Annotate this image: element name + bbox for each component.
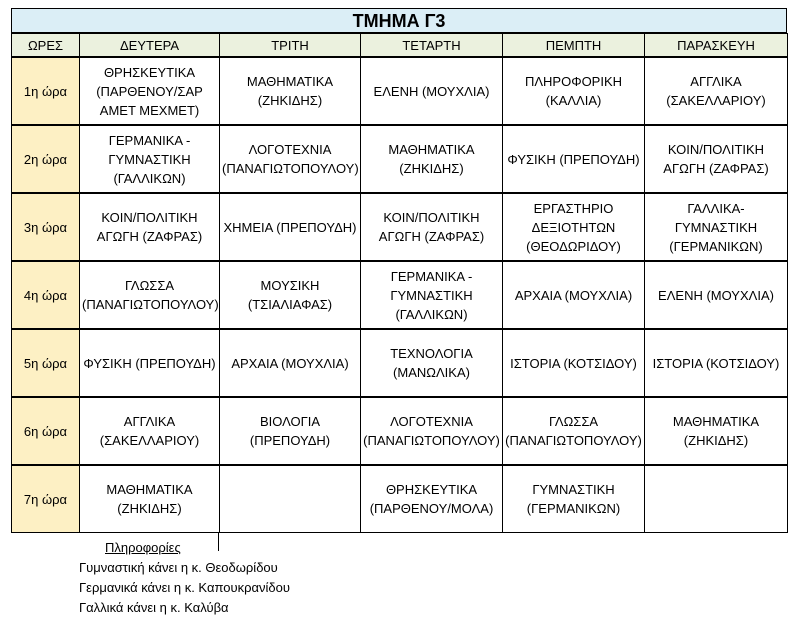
header-thursday: ΠΕΜΠΤΗ <box>503 34 645 58</box>
lesson-cell: ΑΡΧΑΙΑ (ΜΟΥΧΛΙΑ) <box>220 329 361 397</box>
lesson-cell: ΜΟΥΣΙΚΗ (ΤΣΙΑΛΙΑΦΑΣ) <box>220 261 361 329</box>
lesson-cell <box>220 465 361 533</box>
lesson-cell: ΑΓΓΛΙΚΑ (ΣΑΚΕΛΛΑΡΙΟΥ) <box>80 397 220 465</box>
lesson-cell: ΜΑΘΗΜΑΤΙΚΑ (ΖΗΚΙΔΗΣ) <box>220 57 361 125</box>
header-tuesday: ΤΡΙΤΗ <box>220 34 361 58</box>
header-friday: ΠΑΡΑΣΚΕΥΗ <box>645 34 788 58</box>
lesson-cell: ΚΟΙΝ/ΠΟΛΙΤΙΚΗ ΑΓΩΓΗ (ΖΑΦΡΑΣ) <box>80 193 220 261</box>
table-row <box>12 465 788 533</box>
lesson-cell: ΜΑΘΗΜΑΤΙΚΑ (ΖΗΚΙΔΗΣ) <box>361 125 503 193</box>
info-line: Γερμανικά κάνει η κ. Καπουκρανίδου <box>79 580 290 595</box>
lesson-cell: ΜΑΘΗΜΑΤΙΚΑ (ΖΗΚΙΔΗΣ) <box>80 465 220 533</box>
info-section <box>79 538 290 618</box>
lesson-cell: ΓΕΡΜΑΝΙΚΑ - ΓΥΜΝΑΣΤΙΚΗ (ΓΑΛΛΙΚΩΝ) <box>80 125 220 193</box>
hour-cell: 1η ώρα <box>12 57 80 125</box>
hour-cell: 5η ώρα <box>12 329 80 397</box>
lesson-cell: ΚΟΙΝ/ΠΟΛΙΤΙΚΗ ΑΓΩΓΗ (ΖΑΦΡΑΣ) <box>361 193 503 261</box>
header-hours: ΩΡΕΣ <box>12 34 80 58</box>
lesson-cell: ΦΥΣΙΚΗ (ΠΡΕΠΟΥΔΗ) <box>503 125 645 193</box>
header-wednesday: ΤΕΤΑΡΤΗ <box>361 34 503 58</box>
table-row <box>12 261 788 329</box>
hour-cell: 6η ώρα <box>12 397 80 465</box>
info-line: Γυμναστική κάνει η κ. Θεοδωρίδου <box>79 560 278 575</box>
hour-cell: 2η ώρα <box>12 125 80 193</box>
lesson-cell: ΤΕΧΝΟΛΟΓΙΑ (ΜΑΝΩΛΙΚΑ) <box>361 329 503 397</box>
lesson-cell: ΧΗΜΕΙΑ (ΠΡΕΠΟΥΔΗ) <box>220 193 361 261</box>
lesson-cell: ΓΕΡΜΑΝΙΚΑ - ΓΥΜΝΑΣΤΙΚΗ (ΓΑΛΛΙΚΩΝ) <box>361 261 503 329</box>
lesson-cell: ΛΟΓΟΤΕΧΝΙΑ (ΠΑΝΑΓΙΩΤΟΠΟΥΛΟΥ) <box>220 125 361 193</box>
info-heading: Πληροφορίες <box>105 540 181 555</box>
lesson-cell: ΕΛΕΝΗ (ΜΟΥΧΛΙΑ) <box>361 57 503 125</box>
hour-cell: 4η ώρα <box>12 261 80 329</box>
lesson-cell: ΙΣΤΟΡΙΑ (ΚΟΤΣΙΔΟΥ) <box>645 329 788 397</box>
lesson-cell: ΙΣΤΟΡΙΑ (ΚΟΤΣΙΔΟΥ) <box>503 329 645 397</box>
table-row <box>12 397 788 465</box>
hour-cell: 3η ώρα <box>12 193 80 261</box>
lesson-cell: ΛΟΓΟΤΕΧΝΙΑ (ΠΑΝΑΓΙΩΤΟΠΟΥΛΟΥ) <box>361 397 503 465</box>
lesson-cell: ΕΡΓΑΣΤΗΡΙΟ ΔΕΞΙΟΤΗΤΩΝ (ΘΕΟΔΩΡΙΔΟΥ) <box>503 193 645 261</box>
lesson-cell <box>645 465 788 533</box>
lesson-cell: ΘΡΗΣΚΕΥΤΙΚΑ (ΠΑΡΘΕΝΟΥ/ΣΑΡ ΑΜΕΤ ΜΕΧΜΕΤ) <box>80 57 220 125</box>
table-row <box>12 125 788 193</box>
lesson-cell: ΜΑΘΗΜΑΤΙΚΑ (ΖΗΚΙΔΗΣ) <box>645 397 788 465</box>
lesson-cell: ΑΡΧΑΙΑ (ΜΟΥΧΛΙΑ) <box>503 261 645 329</box>
table-row <box>12 57 788 125</box>
info-line: Γαλλικά κάνει η κ. Καλύβα <box>79 600 229 615</box>
table-row <box>12 193 788 261</box>
lesson-cell: ΑΓΓΛΙΚΑ (ΣΑΚΕΛΛΑΡΙΟΥ) <box>645 57 788 125</box>
hour-cell: 7η ώρα <box>12 465 80 533</box>
lesson-cell: ΓΥΜΝΑΣΤΙΚΗ (ΓΕΡΜΑΝΙΚΩΝ) <box>503 465 645 533</box>
lesson-cell: ΦΥΣΙΚΗ (ΠΡΕΠΟΥΔΗ) <box>80 329 220 397</box>
header-monday: ΔΕΥΤΕΡΑ <box>80 34 220 58</box>
schedule-title: ΤΜΗΜΑ Γ3 <box>11 8 787 33</box>
schedule-table <box>11 33 788 533</box>
lesson-cell: ΓΑΛΛΙΚΑ- ΓΥΜΝΑΣΤΙΚΗ (ΓΕΡΜΑΝΙΚΩΝ) <box>645 193 788 261</box>
lesson-cell: ΒΙΟΛΟΓΙΑ (ΠΡΕΠΟΥΔΗ) <box>220 397 361 465</box>
lesson-cell: ΚΟΙΝ/ΠΟΛΙΤΙΚΗ ΑΓΩΓΗ (ΖΑΦΡΑΣ) <box>645 125 788 193</box>
lesson-cell: ΘΡΗΣΚΕΥΤΙΚΑ (ΠΑΡΘΕΝΟΥ/ΜΟΛΑ) <box>361 465 503 533</box>
lesson-cell: ΕΛΕΝΗ (ΜΟΥΧΛΙΑ) <box>645 261 788 329</box>
lesson-cell: ΓΛΩΣΣΑ (ΠΑΝΑΓΙΩΤΟΠΟΥΛΟΥ) <box>80 261 220 329</box>
table-row <box>12 329 788 397</box>
header-row <box>12 34 788 58</box>
lesson-cell: ΓΛΩΣΣΑ (ΠΑΝΑΓΙΩΤΟΠΟΥΛΟΥ) <box>503 397 645 465</box>
lesson-cell: ΠΛΗΡΟΦΟΡΙΚΗ (ΚΑΛΛΙΑ) <box>503 57 645 125</box>
